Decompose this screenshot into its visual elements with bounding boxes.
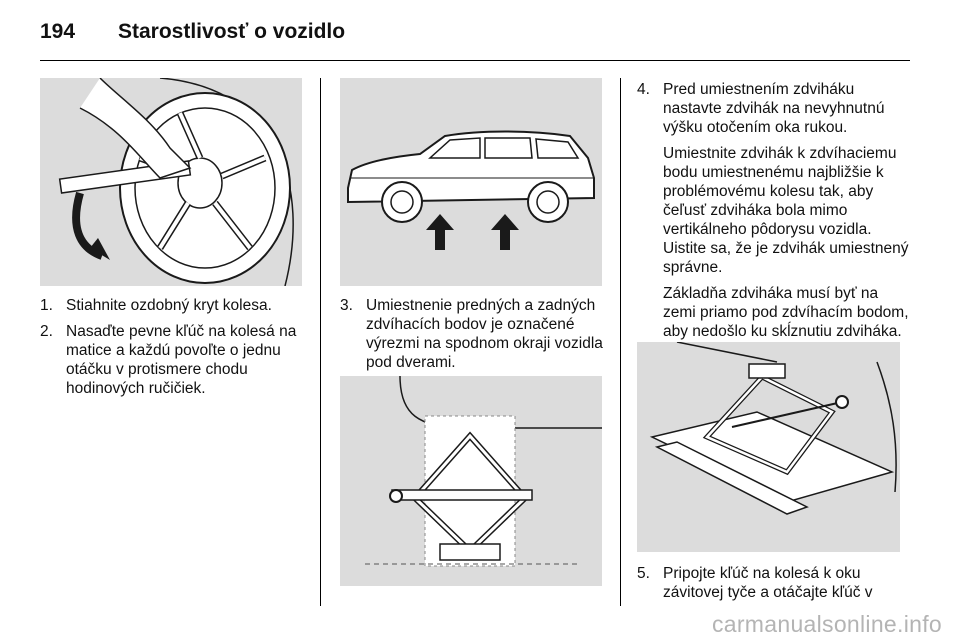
step-text: Nasaďte pevne kľúč na kolesá na matice a každú povoľte o jednu otáčku v protismere chodu hodinových ručičiek. bbox=[66, 323, 297, 397]
header-rule bbox=[40, 60, 910, 61]
list-item bbox=[637, 80, 912, 341]
wheel-wrench-drawing bbox=[40, 78, 302, 286]
step-paragraph: Základňa zdviháka musí byť na zemi priamo pod zdvíhacím bodom, aby nedošlo ku skĺznutiu zdviháka. bbox=[663, 285, 909, 340]
jack-positioning-illustration bbox=[637, 342, 900, 552]
step-text: Umiestnenie predných a zadných zdvíhacích bodov je označené výrezmi na spodnom okraji vozidla pod dverami. bbox=[366, 297, 603, 371]
list-item bbox=[40, 322, 308, 398]
watermark: carmanualsonline.info bbox=[711, 611, 942, 637]
step-paragraph: Umiestnite zdvihák k zdvíhaciemu bodu umiestnenému najbližšie k problémovému kolesu tak, aby čeľusť zdviháka bola mimo vertikálneho pôdorysu vozidla. Uistite sa, že je zdvihák umiestnený správne. bbox=[663, 145, 909, 276]
page-title: Starostlivosť o vozidlo bbox=[118, 20, 346, 43]
step-text: Stiahnite ozdobný kryt kolesa. bbox=[66, 297, 272, 314]
step-number: 4. bbox=[637, 81, 650, 98]
step-number: 1. bbox=[40, 297, 53, 314]
step-text: Pripojte kľúč na kolesá k oku závitovej tyče a otáčajte kľúč v bbox=[663, 565, 873, 601]
scissor-jack-perspective-drawing bbox=[637, 342, 900, 552]
step-number: 5. bbox=[637, 565, 650, 582]
scissor-jack-top-drawing bbox=[340, 376, 602, 586]
steps-column-3-top bbox=[637, 80, 912, 348]
step-number: 3. bbox=[340, 297, 353, 314]
vehicle-jacking-points-illustration bbox=[340, 78, 602, 286]
list-item bbox=[637, 564, 905, 602]
column-divider-1 bbox=[320, 78, 321, 606]
vehicle-side-drawing bbox=[340, 78, 602, 286]
jack-under-car-illustration bbox=[340, 376, 602, 586]
column-divider-2 bbox=[620, 78, 621, 606]
step-paragraph: Pred umiestnením zdviháku nastavte zdvihák na nevyhnutnú výšku otočením oka rukou. bbox=[663, 81, 885, 136]
steps-column-1 bbox=[40, 296, 308, 405]
list-item bbox=[340, 296, 608, 372]
wheel-wrench-illustration bbox=[40, 78, 302, 286]
page-number: 194 bbox=[40, 20, 76, 43]
steps-column-2 bbox=[340, 296, 608, 379]
list-item bbox=[40, 296, 308, 315]
page-header bbox=[40, 12, 910, 56]
steps-column-3-bottom bbox=[637, 564, 905, 609]
step-number: 2. bbox=[40, 323, 53, 340]
